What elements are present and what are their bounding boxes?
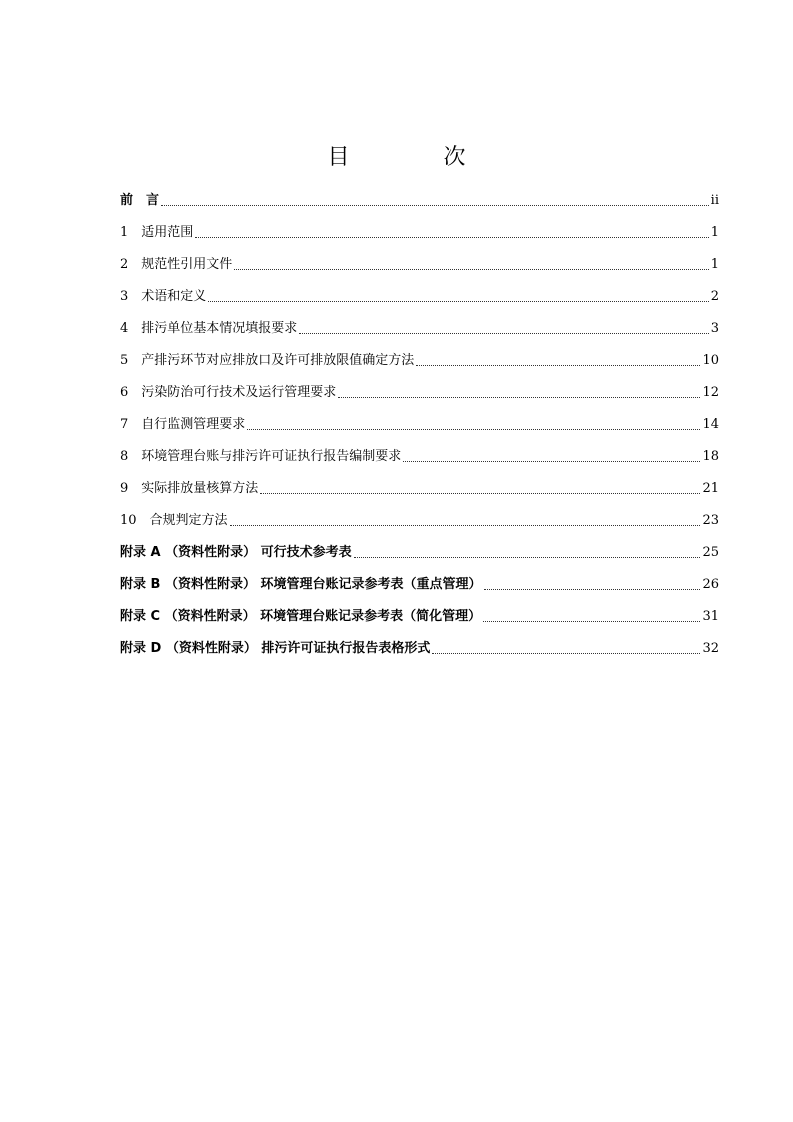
toc-entry[interactable] [120,179,719,211]
toc-entry-label: 附录 D （资料性附录） 排污许可证执行报告表格形式 [120,641,431,656]
toc-entry-label: 附录 C （资料性附录） 环境管理台账记录参考表（简化管理） [120,609,482,624]
dot-leader [484,588,701,590]
toc-entry-page: 12 [702,385,719,400]
toc-entry[interactable] [120,627,719,659]
toc-entry-label: 4 排污单位基本情况填报要求 [120,321,298,336]
toc-entry-label: 1 适用范围 [120,225,194,240]
toc-entry-page: 1 [710,225,719,240]
toc-entry-label: 5 产排污环节对应排放口及许可排放限值确定方法 [120,353,415,368]
toc-entry[interactable] [120,211,719,243]
dot-leader [483,620,700,622]
toc-title: 目 次 [327,145,502,170]
dot-leader [247,428,700,430]
toc-entry[interactable] [120,243,719,275]
toc-entry-label: 7 自行监测管理要求 [120,417,246,432]
toc-entry-page: 31 [702,609,719,624]
toc-entry[interactable] [120,435,719,467]
toc-entry-page: 18 [702,449,719,464]
dot-leader [299,332,708,334]
toc-entry-label: 10 合规判定方法 [120,513,228,528]
dot-leader [432,652,700,654]
toc-entry-label: 6 污染防治可行技术及运行管理要求 [120,385,337,400]
toc-entry-page: ii [710,193,719,208]
dot-leader [260,492,700,494]
dot-leader [230,524,701,526]
toc-entry-label: 附录 A （资料性附录） 可行技术参考表 [120,545,352,560]
toc-entry-page: 2 [710,289,719,304]
toc-entry-page: 21 [702,481,719,496]
toc-entry-label: 9 实际排放量核算方法 [120,481,259,496]
dot-leader [416,364,700,366]
dot-leader [195,236,708,238]
toc-entry[interactable] [120,403,719,435]
toc-entry-page: 25 [702,545,719,560]
toc-entry-page: 23 [702,513,719,528]
toc-entry-page: 3 [710,321,719,336]
toc-entry-label: 附录 B （资料性附录） 环境管理台账记录参考表（重点管理） [120,577,482,592]
toc-entry-label: 3 术语和定义 [120,289,207,304]
toc-entry-page: 1 [710,257,719,272]
toc-entry-label: 2 规范性引用文件 [120,257,233,272]
dot-leader [234,268,708,270]
toc-entry[interactable] [120,531,719,563]
toc-entry[interactable] [120,499,719,531]
dot-leader [338,396,700,398]
toc-entry-page: 14 [702,417,719,432]
dot-leader [208,300,708,302]
toc-entry[interactable] [120,371,719,403]
toc-list [120,179,719,659]
toc-entry-label: 8 环境管理台账与排污许可证执行报告编制要求 [120,449,402,464]
toc-entry[interactable] [120,275,719,307]
dot-leader [161,204,709,206]
toc-entry-page: 10 [702,353,719,368]
toc-entry[interactable] [120,595,719,627]
dot-leader [354,556,701,558]
toc-entry[interactable] [120,339,719,371]
toc-entry[interactable] [120,467,719,499]
dot-leader [403,460,700,462]
toc-entry-label: 前 言 [120,193,160,208]
toc-entry-page: 26 [702,577,719,592]
toc-entry-page: 32 [702,641,719,656]
toc-entry[interactable] [120,307,719,339]
toc-entry[interactable] [120,563,719,595]
